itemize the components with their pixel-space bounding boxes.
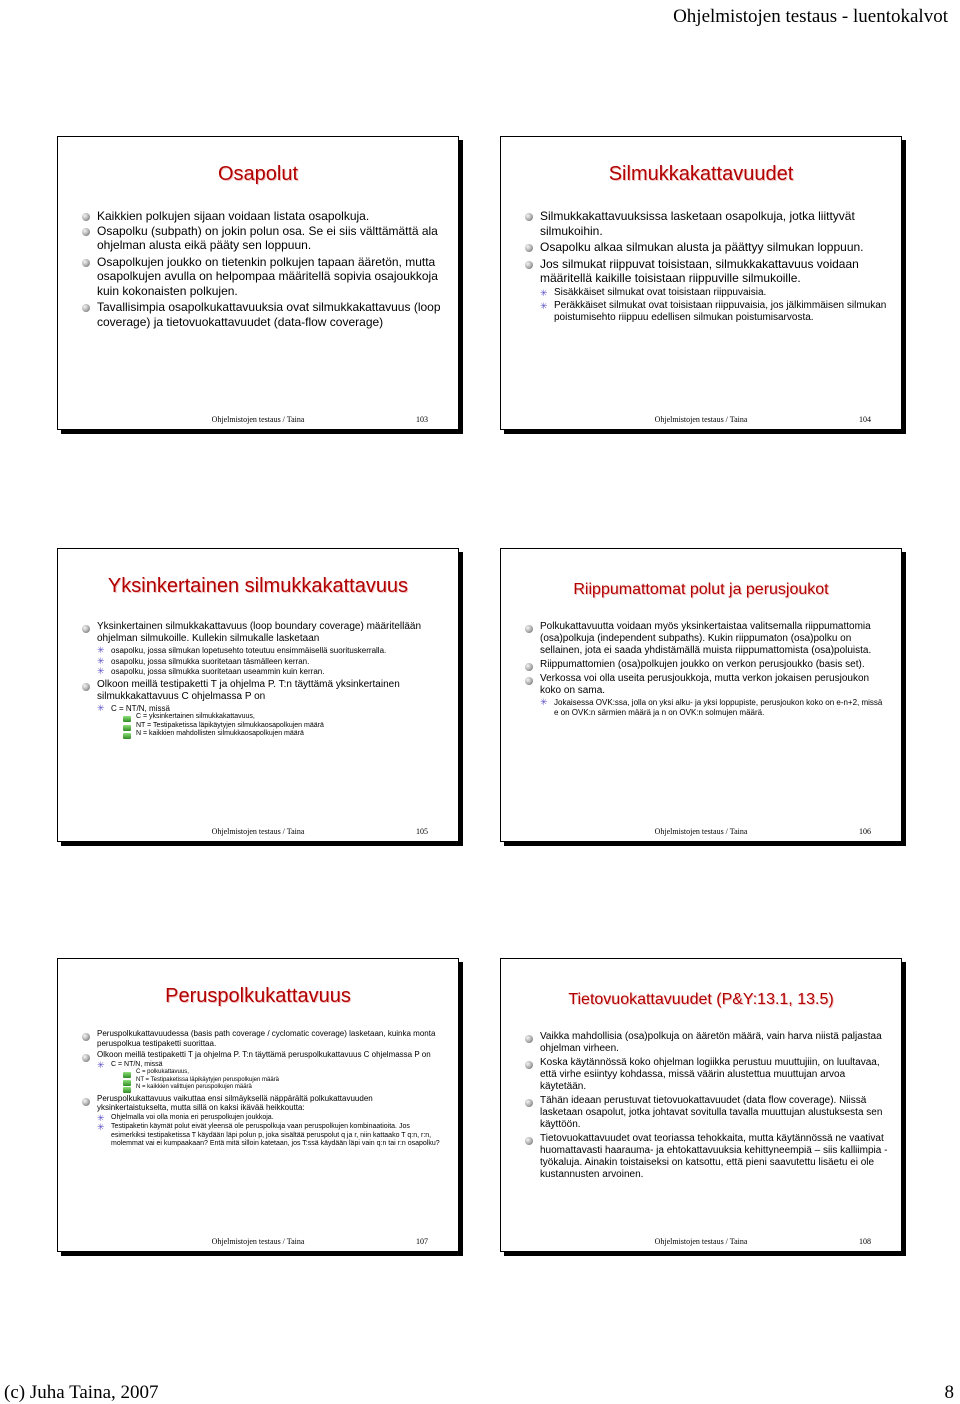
slide-content xyxy=(82,621,446,739)
sub-list xyxy=(97,646,446,677)
list-item: Osapolkujen joukko on tietenkin polkujen tapaan ääretön, mutta osapolkujen avulla on helpompaa määritellä sopivia osajoukkoja kuin kokonaisten polkujen. xyxy=(82,255,446,299)
slide-107 xyxy=(57,958,459,1252)
slide-title: Tietovuokattavuudet (P&Y:13.1, 13.5) xyxy=(568,991,834,1008)
sub-sub-list-item: N = kaikkien mahdollisten silmukkaosapolkujen määrä xyxy=(123,730,446,739)
slide-content xyxy=(82,1029,446,1149)
list-item-text: Jos silmukat riippuvat toisistaan, silmukkakattavuus voidaan määritellä kaikille toisistaan riippuville silmukoille. xyxy=(540,256,859,285)
sub-list-item: ✳ osapolku, jossa silmukan lopetusehto toteutuu ensimmäisellä suorituskerralla. xyxy=(97,646,446,656)
list-item xyxy=(82,1094,446,1149)
list-item: Vaikka mahdollisia (osa)polkuja on ääretön määrä, vain harva niistä paljastaa ohjelman virheen. xyxy=(525,1031,889,1055)
list-item-text: Yksinkertainen silmukkakattavuus (loop boundary coverage) määritellään ohjelman silmukoille. Kullekin silmukalle lasketaan xyxy=(97,621,422,644)
list-item: Riippumattomien (osa)polkujen joukko on verkon perusjoukko (basis set). xyxy=(525,659,889,671)
slide-number: 105 xyxy=(416,827,428,836)
slide-104 xyxy=(500,136,902,430)
slide-footer-text: Ohjelmistojen testaus / Taina xyxy=(211,415,305,424)
slide-content xyxy=(525,1031,889,1181)
slide-105 xyxy=(57,548,459,842)
list-item xyxy=(525,673,889,717)
list-item xyxy=(82,679,446,739)
slide-content xyxy=(525,621,889,717)
slide-number: 103 xyxy=(416,415,428,424)
sub-list-item: ✳ Testipaketin käymät polut eivät yleensä ole peruspolkuja vaan peruspolkujen kombinaatioita. Jos esimerkiksi testipaketissa T käydään läpi polun p, joka sisältää peruspolut q ja r, niin kattaako T q:n, r:n, molemmat vai ei kumpaakaan? Entä mitä silloin katetaan, jos T:ssä käydään läpi vain q:n tai r:n osapolku? xyxy=(97,1123,446,1149)
slide-title: Osapolut xyxy=(217,163,299,185)
sub-list xyxy=(540,698,889,717)
list-item-text: Olkoon meillä testipaketti T ja ohjelma P. T:n täyttämä yksinkertainen silmukkakattavuus C ohjelmassa P on xyxy=(97,678,400,702)
slide-footer-text: Ohjelmistojen testaus / Taina xyxy=(654,827,748,836)
slide-number: 108 xyxy=(859,1237,871,1246)
slide-number: 107 xyxy=(416,1237,428,1246)
slide-footer-text: Ohjelmistojen testaus / Taina xyxy=(211,1237,305,1246)
list-item: Polkukattavuutta voidaan myös yksinkertaistaa valitsemalla riippumattomia (osa)polkuja (independent subpaths). Kukin riippumaton (osa)polku on sellainen, jota ei saada yhdistämällä muista riippumattomista (osa)poluista. xyxy=(525,621,889,657)
slide-footer-text: Ohjelmistojen testaus / Taina xyxy=(211,827,305,836)
slide-108 xyxy=(500,958,902,1252)
sub-list xyxy=(97,704,446,739)
list-item: Tähän ideaan perustuvat tietovuokattavuudet (data flow coverage). Niissä lasketaan osapolut, jotka johtavat sovitulla tavalla muuttujan alustuksesta sen käyttöön. xyxy=(525,1095,889,1131)
sub-sub-list xyxy=(111,713,446,739)
sub-list-item: ✳ Sisäkkäiset silmukat ovat toisistaan riippuvaisia. xyxy=(540,287,889,299)
slide-number: 104 xyxy=(859,415,871,424)
slide-title: Yksinkertainen silmukkakattavuus xyxy=(107,575,409,597)
slide-103 xyxy=(57,136,459,430)
sub-sub-list-item: NT = Testipaketissa läpikäytyjen peruspolkujen määrä xyxy=(123,1077,446,1085)
sub-list-item: ✳ Ohjelmalla voi olla monia eri peruspolkujen joukkoja. xyxy=(97,1114,446,1123)
list-item: Kaikkien polkujen sijaan voidaan listata osapolkuja. xyxy=(82,209,446,224)
list-item xyxy=(82,1050,446,1092)
sub-list xyxy=(97,1114,446,1149)
list-item: Peruspolkukattavuudessa (basis path coverage / cyclomatic coverage) lasketaan, kuinka monta peruspolkua testipaketti suorittaa. xyxy=(82,1029,446,1048)
sub-sub-list-item: C = polkukattavuus, xyxy=(123,1069,446,1077)
list-item-text: Peruspolkukattavuus vaikuttaa ensi silmäyksellä näppärältä polkukattavuuden yksinkertaistukselta, mutta sillä on kaksi ikävää heikkoutta: xyxy=(97,1093,373,1112)
page-header: Ohjelmistojen testaus - luentokalvot xyxy=(673,6,948,27)
slide-footer-text: Ohjelmistojen testaus / Taina xyxy=(654,415,748,424)
list-item xyxy=(82,621,446,677)
list-item: Osapolku (subpath) on jokin polun osa. Se ei siis välttämättä ala ohjelman alusta eikä pääty sen loppuun. xyxy=(82,224,446,253)
formula: C = NT/N, missä xyxy=(111,703,170,713)
sub-list xyxy=(540,287,889,324)
copyright: (c) Juha Taina, 2007 xyxy=(4,1382,159,1403)
list-item: Osapolku alkaa silmukan alusta ja päättyy silmukan loppuun. xyxy=(525,240,889,255)
sub-sub-list-item: N = kaikkien valittujen peruspolkujen määrä xyxy=(123,1084,446,1092)
list-item-text: Olkoon meillä testipaketti T ja ohjelma P. T:n täyttämä peruspolkukattavuus C ohjelmassa P on xyxy=(97,1050,431,1059)
list-item xyxy=(525,257,889,324)
sub-list xyxy=(97,1061,446,1092)
sub-sub-list xyxy=(111,1069,446,1092)
sub-list-item xyxy=(97,704,446,739)
slide-title: Riippumattomat polut ja perusjoukot xyxy=(573,581,829,598)
formula: C = NT/N, missä xyxy=(111,1060,163,1068)
sub-sub-list-item: C = yksinkertainen silmukkakattavuus, xyxy=(123,713,446,722)
page-number: 8 xyxy=(944,1382,954,1403)
sub-list-item xyxy=(97,1061,446,1092)
list-item: Koska käytännössä koko ohjelman logiikka perustuu muuttujiin, on luultavaa, että virhe esiintyy kohdassa, missä väärin alustettua muuttujan arvoa käytetään. xyxy=(525,1057,889,1093)
slide-content xyxy=(82,209,446,329)
slide-106 xyxy=(500,548,902,842)
list-item: Silmukkakattavuuksissa lasketaan osapolkuja, jotka liittyvät silmukoihin. xyxy=(525,209,889,238)
slide-title: Silmukkakattavuudet xyxy=(608,163,794,185)
slide-content xyxy=(525,209,889,324)
list-item: Tavallisimpia osapolkukattavuuksia ovat silmukkakattavuus (loop coverage) ja tietovuokattavuudet (data-flow coverage) xyxy=(82,300,446,329)
slide-footer-text: Ohjelmistojen testaus / Taina xyxy=(654,1237,748,1246)
sub-sub-list-item: NT = Testipaketissa läpikäytyjen silmukkaosapolkujen määrä xyxy=(123,722,446,731)
slide-title: Peruspolkukattavuus xyxy=(165,985,351,1007)
sub-list-item: ✳ Jokaisessa OVK:ssa, jolla on yksi alku- ja yksi loppupiste, perusjoukon koko on e-n+2, missä e on OVK:n särmien määrä ja n on OVK:n solmujen määrä. xyxy=(540,698,889,717)
sub-list-item: ✳ osapolku, jossa silmukka suoritetaan täsmälleen kerran. xyxy=(97,657,446,667)
list-item: Tietovuokattavuudet ovat teoriassa tehokkaita, mutta käytännössä ne vaativat huomattavasti haarauma- ja ehtokattavuuksia kehittyneempiä – siis kalliimpia - työkaluja. Ainakin toistaiseksi on katsottu, että pieni saavutettu lisäetu ei ole kustannusten arvoinen. xyxy=(525,1133,889,1181)
sub-list-item: ✳ Peräkkäiset silmukat ovat toisistaan riippuvaisia, jos jälkimmäisen silmukan poistumisehto riippuu edellisen silmukan poistumisarvosta. xyxy=(540,300,889,324)
sub-list-item: ✳ osapolku, jossa silmukka suoritetaan useammin kuin kerran. xyxy=(97,667,446,677)
slide-number: 106 xyxy=(859,827,871,836)
list-item-text: Verkossa voi olla useita perusjoukkoja, mutta verkon jokaisen perusjoukon koko on sama. xyxy=(540,673,870,696)
